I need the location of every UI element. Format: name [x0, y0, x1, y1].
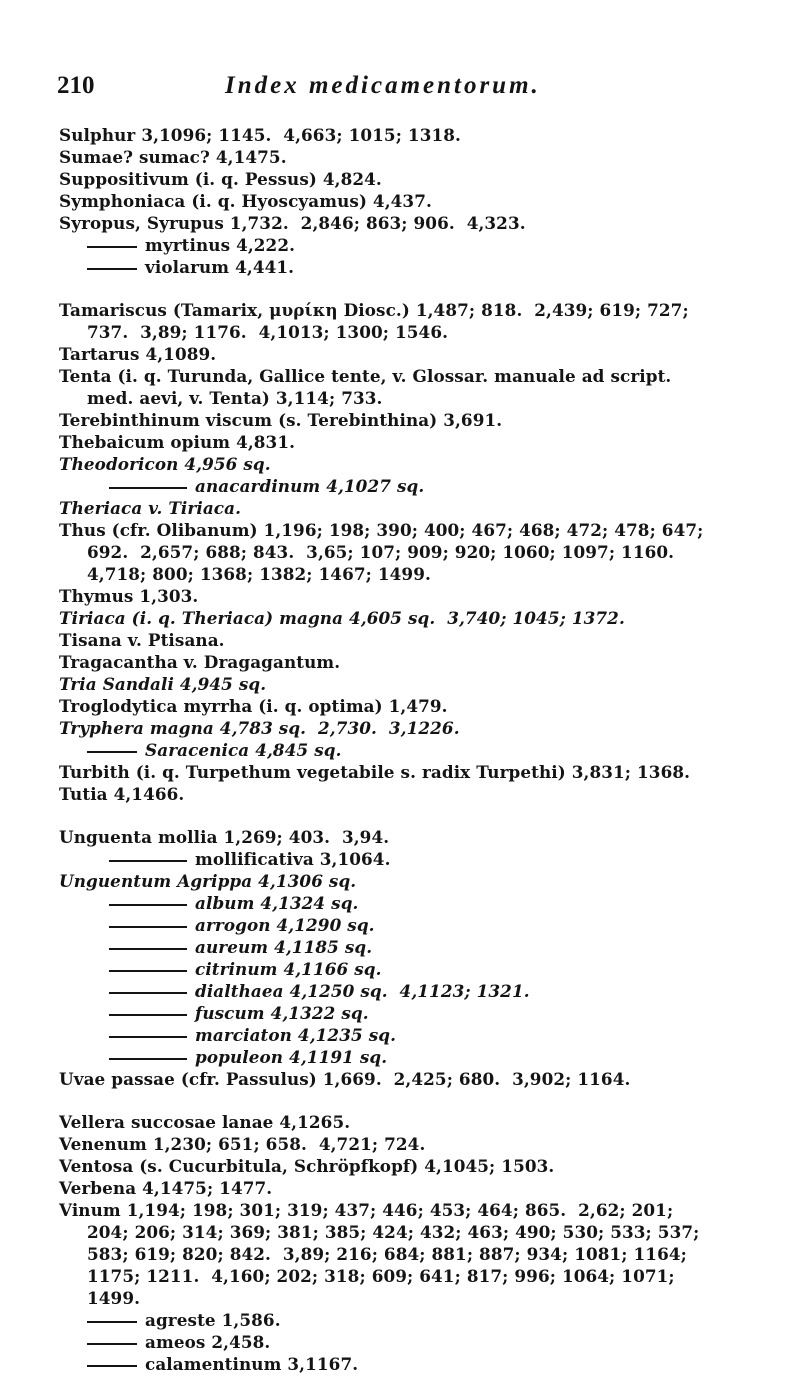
entry-text: anacardinum 4,1027 sq.	[195, 476, 425, 496]
index-subentry	[59, 958, 779, 980]
ditto-dash	[109, 1014, 187, 1016]
entry-text: Tiriaca (i. q. Theriaca) magna 4,605 sq. 3,740; 1045; 1372.	[59, 608, 625, 628]
index-entry	[59, 783, 779, 805]
entry-text: Uvae passae (cfr. Passulus) 1,669. 2,425; 680. 3,902; 1164.	[59, 1069, 631, 1089]
index-entry	[59, 629, 779, 651]
entry-text: Ventosa (s. Cucurbitula, Schröpfkopf) 4,1045; 1503.	[59, 1156, 555, 1176]
index-entry	[59, 1068, 779, 1090]
entry-text: Thebaicum opium 4,831.	[59, 432, 296, 452]
entry-text: Unguenta mollia 1,269; 403. 3,94.	[59, 827, 390, 847]
entry-text: Suppositivum (i. q. Pessus) 4,824.	[59, 169, 382, 189]
index-entry	[59, 168, 779, 190]
entry-text: Tisana v. Ptisana.	[59, 630, 225, 650]
ditto-dash	[109, 487, 187, 489]
index-entry	[59, 651, 779, 673]
entry-text: 1175; 1211. 4,160; 202; 318; 609; 641; 817; 996; 1064; 1071;	[87, 1266, 675, 1286]
ditto-dash	[109, 1036, 187, 1038]
index-subentry	[59, 256, 779, 278]
entry-text: dialthaea 4,1250 sq. 4,1123; 1321.	[195, 981, 530, 1001]
entry-text: marciaton 4,1235 sq.	[195, 1025, 397, 1045]
index-entry	[59, 299, 779, 321]
ditto-dash	[87, 268, 137, 270]
index-subentry	[59, 936, 779, 958]
entry-text: calamentinum 3,1167.	[145, 1354, 359, 1374]
entry-text: Thymus 1,303.	[59, 586, 199, 606]
index-entry-continuation	[59, 1265, 779, 1287]
entry-group-gap	[59, 278, 779, 299]
ditto-dash	[109, 970, 187, 972]
index-subentry	[59, 892, 779, 914]
ditto-dash	[87, 1343, 137, 1345]
ditto-dash	[87, 751, 137, 753]
index-subentry	[59, 848, 779, 870]
entry-text: 692. 2,657; 688; 843. 3,65; 107; 909; 920; 1060; 1097; 1160.	[87, 542, 675, 562]
entry-text: Tamariscus (Tamarix, μυρίκη Diosc.) 1,487; 818. 2,439; 619; 727;	[59, 300, 689, 320]
entry-text: Tutia 4,1466.	[59, 784, 185, 804]
ditto-dash	[87, 246, 137, 248]
index-entry	[59, 409, 779, 431]
entry-text: Symphoniaca (i. q. Hyoscyamus) 4,437.	[59, 191, 432, 211]
entry-text: 1499.	[87, 1288, 141, 1308]
entry-text: violarum 4,441.	[145, 257, 295, 277]
ditto-dash	[109, 992, 187, 994]
entry-text: album 4,1324 sq.	[195, 893, 359, 913]
index-entry	[59, 190, 779, 212]
index-entry	[59, 673, 779, 695]
index-entry	[59, 870, 779, 892]
entry-text: Venenum 1,230; 651; 658. 4,721; 724.	[59, 1134, 426, 1154]
entry-text: Sumae? sumac? 4,1475.	[59, 147, 287, 167]
entry-text: Sulphur 3,1096; 1145. 4,663; 1015; 1318.	[59, 125, 461, 145]
entry-text: Syropus, Syrupus 1,732. 2,846; 863; 906. 4,323.	[59, 213, 526, 233]
entry-text: arrogon 4,1290 sq.	[195, 915, 375, 935]
index-entry	[59, 1111, 779, 1133]
index-entry	[59, 607, 779, 629]
entry-text: 204; 206; 314; 369; 381; 385; 424; 432; 463; 490; 530; 533; 537;	[87, 1222, 700, 1242]
index-entry-continuation	[59, 1287, 779, 1309]
index-subentry	[59, 1002, 779, 1024]
entry-text: aureum 4,1185 sq.	[195, 937, 373, 957]
page-number: 210	[57, 72, 95, 99]
index-subentry	[59, 914, 779, 936]
entry-text: populeon 4,1191 sq.	[195, 1047, 388, 1067]
entry-text: 583; 619; 820; 842. 3,89; 216; 684; 881; 887; 934; 1081; 1164;	[87, 1244, 687, 1264]
entry-text: Tria Sandali 4,945 sq.	[59, 674, 267, 694]
entry-text: Thus (cfr. Olibanum) 1,196; 198; 390; 400; 467; 468; 472; 478; 647;	[59, 520, 704, 540]
index-entry	[59, 431, 779, 453]
index-entry	[59, 826, 779, 848]
index-body	[59, 124, 779, 1375]
index-entry-continuation	[59, 541, 779, 563]
index-subentry	[59, 1309, 779, 1331]
entry-text: Theodoricon 4,956 sq.	[59, 454, 271, 474]
index-entry	[59, 453, 779, 475]
entry-text: 737. 3,89; 1176. 4,1013; 1300; 1546.	[87, 322, 449, 342]
running-title: Index medicamentorum.	[225, 72, 541, 99]
index-entry	[59, 717, 779, 739]
index-entry	[59, 146, 779, 168]
entry-group-gap	[59, 805, 779, 826]
index-subentry	[59, 1046, 779, 1068]
entry-text: Terebinthinum viscum (s. Terebinthina) 3,691.	[59, 410, 503, 430]
index-subentry	[59, 1353, 779, 1375]
index-entry-continuation	[59, 563, 779, 585]
index-entry	[59, 124, 779, 146]
ditto-dash	[87, 1365, 137, 1367]
index-entry	[59, 1177, 779, 1199]
ditto-dash	[109, 860, 187, 862]
index-entry	[59, 519, 779, 541]
entry-text: Turbith (i. q. Turpethum vegetabile s. radix Turpethi) 3,831; 1368.	[59, 762, 691, 782]
entry-text: Tenta (i. q. Turunda, Gallice tente, v. Glossar. manuale ad script.	[59, 366, 672, 386]
index-subentry	[59, 980, 779, 1002]
entry-text: mollificativa 3,1064.	[195, 849, 391, 869]
index-entry	[59, 343, 779, 365]
entry-text: agreste 1,586.	[145, 1310, 281, 1330]
index-subentry	[59, 234, 779, 256]
entry-text: Tragacantha v. Dragagantum.	[59, 652, 341, 672]
index-entry-continuation	[59, 387, 779, 409]
entry-text: Tryphera magna 4,783 sq. 2,730. 3,1226.	[59, 718, 460, 738]
index-entry	[59, 497, 779, 519]
entry-text: Troglodytica myrrha (i. q. optima) 1,479.	[59, 696, 448, 716]
index-entry-continuation	[59, 321, 779, 343]
entry-text: ameos 2,458.	[145, 1332, 271, 1352]
index-entry	[59, 1155, 779, 1177]
index-entry-continuation	[59, 1243, 779, 1265]
index-entry	[59, 761, 779, 783]
index-entry	[59, 365, 779, 387]
ditto-dash	[109, 1058, 187, 1060]
index-entry	[59, 585, 779, 607]
index-entry	[59, 1133, 779, 1155]
ditto-dash	[109, 948, 187, 950]
entry-text: Theriaca v. Tiriaca.	[59, 498, 242, 518]
entry-text: Saracenica 4,845 sq.	[145, 740, 342, 760]
index-entry	[59, 212, 779, 234]
entry-text: Vinum 1,194; 198; 301; 319; 437; 446; 453; 464; 865. 2,62; 201;	[59, 1200, 674, 1220]
entry-text: Unguentum Agrippa 4,1306 sq.	[59, 871, 357, 891]
index-subentry	[59, 475, 779, 497]
index-entry	[59, 695, 779, 717]
entry-text: med. aevi, v. Tenta) 3,114; 733.	[87, 388, 383, 408]
running-header	[57, 72, 757, 106]
entry-text: citrinum 4,1166 sq.	[195, 959, 382, 979]
index-subentry	[59, 739, 779, 761]
entry-text: Tartarus 4,1089.	[59, 344, 217, 364]
index-entry	[59, 1199, 779, 1221]
entry-text: 4,718; 800; 1368; 1382; 1467; 1499.	[87, 564, 431, 584]
entry-text: Vellera succosae lanae 4,1265.	[59, 1112, 351, 1132]
entry-group-gap	[59, 1090, 779, 1111]
entry-text: myrtinus 4,222.	[145, 235, 296, 255]
entry-text: Verbena 4,1475; 1477.	[59, 1178, 273, 1198]
ditto-dash	[87, 1321, 137, 1323]
ditto-dash	[109, 926, 187, 928]
index-subentry	[59, 1024, 779, 1046]
index-subentry	[59, 1331, 779, 1353]
entry-text: fuscum 4,1322 sq.	[195, 1003, 369, 1023]
index-entry-continuation	[59, 1221, 779, 1243]
ditto-dash	[109, 904, 187, 906]
